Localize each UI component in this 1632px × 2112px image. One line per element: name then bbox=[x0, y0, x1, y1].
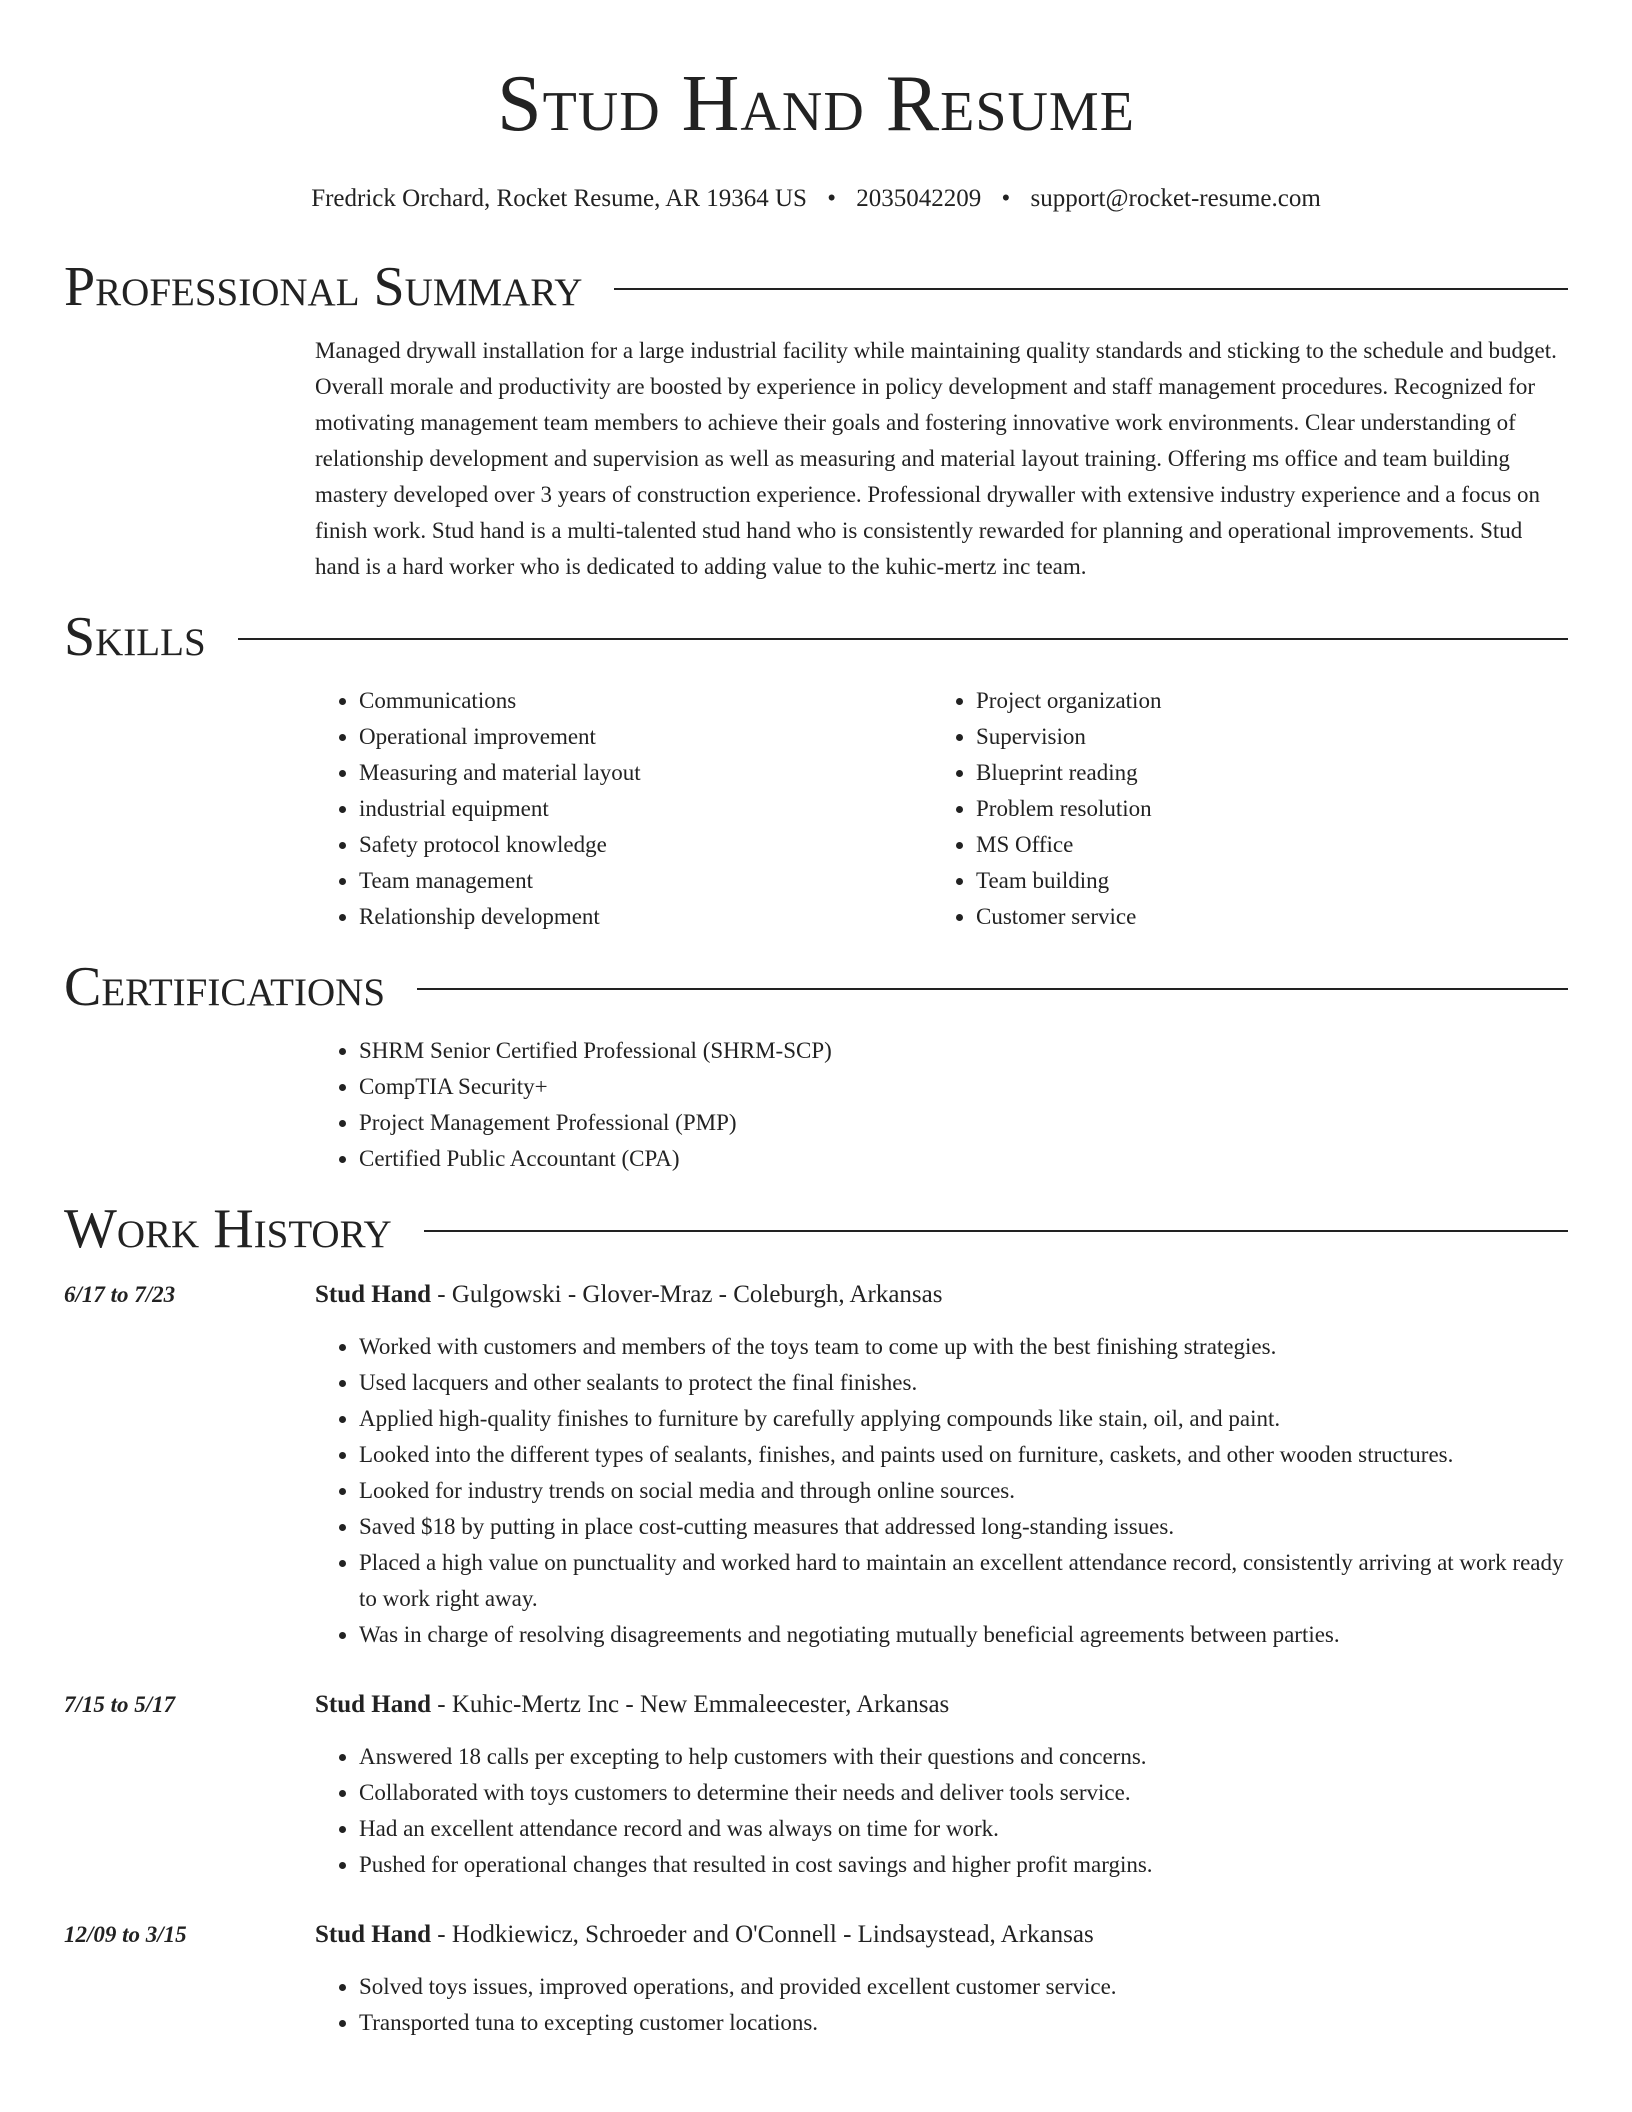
skill-item: • Operational improvement bbox=[359, 719, 932, 755]
job-content bbox=[315, 1917, 1568, 2041]
contact-address: Fredrick Orchard, Rocket Resume, AR 19364 US bbox=[311, 185, 807, 212]
job-title: Stud Hand bbox=[315, 1281, 432, 1308]
job-content bbox=[315, 1687, 1568, 1883]
skill-item: • Safety protocol knowledge bbox=[359, 827, 932, 863]
job-duties-list bbox=[315, 1739, 1568, 1883]
job-company: - Gulgowski - Glover-Mraz - Coleburgh, Arkansas bbox=[431, 1281, 943, 1308]
section-divider bbox=[424, 1230, 1568, 1232]
job-duty: • Pushed for operational changes that resulted in cost savings and higher profit margins. bbox=[359, 1847, 1568, 1883]
job-duty: • Answered 18 calls per excepting to help customers with their questions and concerns. bbox=[359, 1739, 1568, 1775]
certification-item: • CompTIA Security+ bbox=[359, 1069, 1568, 1105]
job-duties-list bbox=[315, 1329, 1568, 1653]
job-heading bbox=[315, 1687, 1568, 1723]
job-dates: 6/17 to 7/23 bbox=[64, 1282, 176, 1307]
skill-item: • MS Office bbox=[976, 827, 1549, 863]
skills-list-left bbox=[315, 683, 932, 935]
skill-item: • Supervision bbox=[976, 719, 1549, 755]
job-entry bbox=[64, 1917, 1568, 2041]
summary-text: Managed drywall installation for a large industrial facility while maintaining quality standards and sticking to the schedule and budget. Overall morale and productivity are boosted by experience in policy development and staff management procedures. Recognized for motivating management team members to achieve their goals and fostering innovative work environments. Clear understanding of relationship development and supervision as well as measuring and material layout training. Offering ms office and team building mastery developed over 3 years of construction experience. Professional drywaller with extensive industry experience and a focus on finish work. Stud hand is a multi-talented stud hand who is consistently rewarded for planning and operational improvements. Stud hand is a hard worker who is dedicated to adding value to the kuhic-mertz inc team. bbox=[315, 338, 1557, 579]
resume-page bbox=[64, 0, 1568, 2041]
job-duties-list bbox=[315, 1969, 1568, 2041]
job-duty: • Used lacquers and other sealants to protect the final finishes. bbox=[359, 1365, 1568, 1401]
skill-item: • Team management bbox=[359, 863, 932, 899]
certification-item: • Certified Public Accountant (CPA) bbox=[359, 1141, 1568, 1177]
job-duty: • Transported tuna to excepting customer locations. bbox=[359, 2005, 1568, 2041]
skills-column-right bbox=[932, 683, 1549, 935]
contact-separator: • bbox=[1001, 185, 1011, 212]
skills-column-left bbox=[315, 683, 932, 935]
work-section-header bbox=[64, 1197, 1568, 1261]
work-heading: Work History bbox=[64, 1198, 392, 1260]
contact-line bbox=[64, 184, 1568, 214]
skill-item: • industrial equipment bbox=[359, 791, 932, 827]
job-dates: 12/09 to 3/15 bbox=[64, 1922, 187, 1947]
skill-item: • Project organization bbox=[976, 683, 1549, 719]
skill-item: • Measuring and material layout bbox=[359, 755, 932, 791]
skill-item: • Relationship development bbox=[359, 899, 932, 935]
summary-heading: Professional Summary bbox=[64, 256, 583, 318]
job-duty: • Worked with customers and members of the toys team to come up with the best finishing strategies. bbox=[359, 1329, 1568, 1365]
job-title: Stud Hand bbox=[315, 1921, 432, 1948]
certifications-list bbox=[315, 1033, 1568, 1177]
section-divider bbox=[614, 288, 1568, 290]
skill-item: • Team building bbox=[976, 863, 1549, 899]
job-dates: 7/15 to 5/17 bbox=[64, 1692, 176, 1717]
certifications-section-header bbox=[64, 955, 1568, 1019]
job-entry bbox=[64, 1277, 1568, 1653]
section-divider bbox=[417, 988, 1568, 990]
job-duty: • Saved $18 by putting in place cost-cutting measures that addressed long-standing issues. bbox=[359, 1509, 1568, 1545]
job-duty: • Collaborated with toys customers to determine their needs and deliver tools service. bbox=[359, 1775, 1568, 1811]
job-duty: • Solved toys issues, improved operations, and provided excellent customer service. bbox=[359, 1969, 1568, 2005]
job-duty: • Placed a high value on punctuality and worked hard to maintain an excellent attendance record, consistently arriving at work ready to work right away. bbox=[359, 1545, 1568, 1617]
summary-section bbox=[315, 333, 1568, 585]
job-title: Stud Hand bbox=[315, 1691, 432, 1718]
job-company: - Hodkiewicz, Schroeder and O'Connell - Lindsaystead, Arkansas bbox=[431, 1921, 1094, 1948]
job-content bbox=[315, 1277, 1568, 1653]
skills-list-right bbox=[932, 683, 1549, 935]
skills-section-header bbox=[64, 605, 1568, 669]
skill-item: • Problem resolution bbox=[976, 791, 1549, 827]
job-duty: • Was in charge of resolving disagreements and negotiating mutually beneficial agreements between parties. bbox=[359, 1617, 1568, 1653]
skills-heading: Skills bbox=[64, 606, 206, 668]
job-duty: • Looked into the different types of sealants, finishes, and paints used on furniture, caskets, and other wooden structures. bbox=[359, 1437, 1568, 1473]
summary-section-header bbox=[64, 255, 1568, 319]
section-divider bbox=[238, 638, 1568, 640]
job-heading bbox=[315, 1277, 1568, 1313]
certification-item: • SHRM Senior Certified Professional (SHRM-SCP) bbox=[359, 1033, 1568, 1069]
certification-item: • Project Management Professional (PMP) bbox=[359, 1105, 1568, 1141]
skill-item: • Blueprint reading bbox=[976, 755, 1549, 791]
job-duty: • Looked for industry trends on social media and through online sources. bbox=[359, 1473, 1568, 1509]
job-heading bbox=[315, 1917, 1568, 1953]
skills-section bbox=[315, 683, 1568, 935]
job-company: - Kuhic-Mertz Inc - New Emmaleecester, Arkansas bbox=[431, 1691, 950, 1718]
job-entry bbox=[64, 1687, 1568, 1883]
contact-email: support@rocket-resume.com bbox=[1030, 185, 1321, 212]
job-duty: • Applied high-quality finishes to furniture by carefully applying compounds like stain, oil, and paint. bbox=[359, 1401, 1568, 1437]
contact-phone: 2035042209 bbox=[856, 185, 982, 212]
skill-item: • Customer service bbox=[976, 899, 1549, 935]
resume-title: Stud Hand Resume bbox=[497, 60, 1135, 148]
skill-item: • Communications bbox=[359, 683, 932, 719]
certifications-section bbox=[315, 1033, 1568, 1177]
certifications-heading: Certifications bbox=[64, 956, 386, 1018]
job-duty: • Had an excellent attendance record and was always on time for work. bbox=[359, 1811, 1568, 1847]
contact-separator: • bbox=[827, 185, 836, 212]
